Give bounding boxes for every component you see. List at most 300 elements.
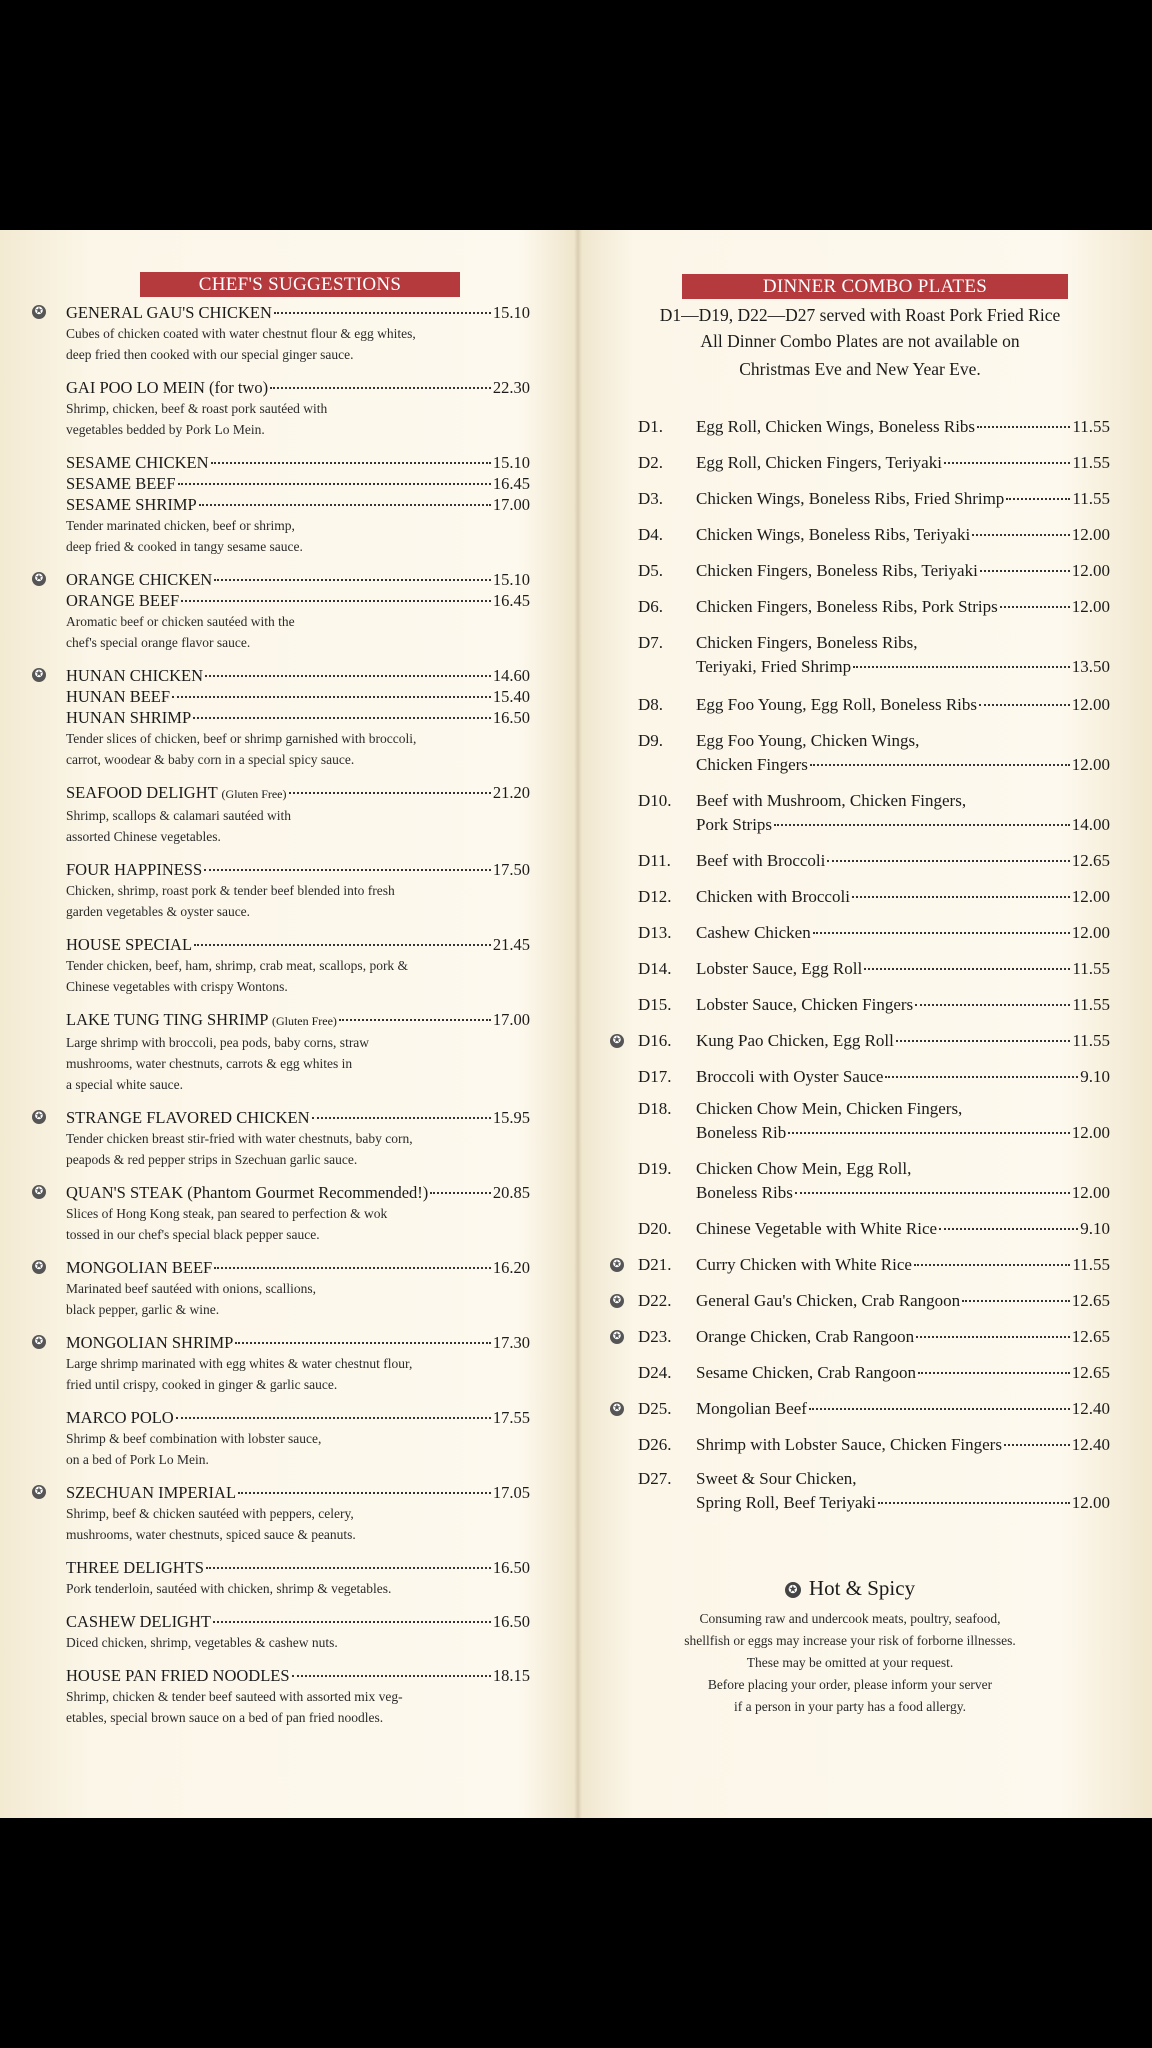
dish-name-text: SESAME BEEF bbox=[66, 474, 176, 493]
dot-leader bbox=[176, 1417, 491, 1419]
dish-description: Shrimp, chicken, beef & roast pork sautéed with bbox=[66, 401, 328, 416]
combo-line bbox=[696, 559, 1110, 583]
combo-item bbox=[610, 1097, 1110, 1145]
dot-leader bbox=[809, 1408, 1070, 1410]
menu-item bbox=[30, 782, 530, 847]
dish-name bbox=[66, 1611, 211, 1632]
dish-description: Tender marinated chicken, beef or shrimp, bbox=[66, 518, 295, 533]
combo-name: Lobster Sauce, Egg Roll bbox=[696, 959, 863, 978]
dot-leader bbox=[916, 1336, 1070, 1338]
dot-leader bbox=[979, 704, 1070, 706]
combo-body bbox=[696, 1433, 1110, 1457]
dot-leader bbox=[878, 1502, 1070, 1504]
combo-name: Broccoli with Oyster Sauce bbox=[696, 1067, 884, 1086]
combo-body bbox=[696, 921, 1110, 945]
combo-price: 11.55 bbox=[1072, 1255, 1110, 1274]
dish-description: Tender chicken, beef, ham, shrimp, crab meat, scallops, pork & bbox=[66, 958, 409, 973]
combo-name: Cashew Chicken bbox=[696, 923, 811, 942]
combo-price: 11.55 bbox=[1072, 1031, 1110, 1050]
combo-intro-line: D1—D19, D22—D27 served with Roast Pork Fried Rice bbox=[659, 305, 1061, 325]
menu-item bbox=[30, 1611, 530, 1653]
combo-line bbox=[696, 849, 1110, 873]
combo-code: D2. bbox=[638, 453, 664, 472]
dish-name bbox=[66, 377, 268, 398]
combo-code: D13. bbox=[638, 923, 672, 942]
combo-line bbox=[696, 1361, 1110, 1385]
combo-code: D26. bbox=[638, 1435, 672, 1454]
combo-price: 14.00 bbox=[1071, 815, 1110, 834]
dish-price: 16.50 bbox=[492, 708, 530, 727]
combo-body bbox=[696, 487, 1110, 511]
combo-body bbox=[696, 993, 1110, 1017]
combo-code: D1. bbox=[638, 417, 664, 436]
dot-leader bbox=[289, 792, 491, 794]
dot-leader bbox=[238, 1492, 491, 1494]
dot-leader bbox=[193, 717, 491, 719]
dish-name bbox=[66, 1009, 337, 1032]
combo-code: D6. bbox=[638, 597, 664, 616]
dish-description: fried until crispy, cooked in ginger & garlic sauce. bbox=[66, 1377, 338, 1392]
dish-line bbox=[66, 1407, 530, 1428]
combo-item bbox=[610, 1433, 1110, 1457]
dot-leader bbox=[205, 675, 491, 677]
dish-name-text: HOUSE PAN FRIED NOODLES bbox=[66, 1666, 290, 1685]
dot-leader bbox=[339, 1019, 491, 1021]
dish-price: 15.95 bbox=[492, 1108, 530, 1127]
dish-description: Shrimp, scallops & calamari sautéed with bbox=[66, 808, 291, 823]
dot-leader bbox=[206, 1567, 491, 1569]
dish-description: Slices of Hong Kong steak, pan seared to perfection & wok bbox=[66, 1206, 388, 1221]
dish-description: black pepper, garlic & wine. bbox=[66, 1302, 220, 1317]
dish-line bbox=[66, 1332, 530, 1353]
combo-body bbox=[696, 1253, 1110, 1277]
combo-body bbox=[696, 1065, 1110, 1089]
dish-price: 18.15 bbox=[492, 1666, 530, 1685]
combo-line: Egg Foo Young, Chicken Wings, bbox=[696, 731, 920, 750]
dish-line bbox=[66, 1009, 530, 1032]
menu-item bbox=[30, 1332, 530, 1395]
dish-line bbox=[66, 1557, 530, 1578]
combo-intro bbox=[620, 302, 1100, 382]
menu-item bbox=[30, 1107, 530, 1170]
combo-name: Kung Pao Chicken, Egg Roll bbox=[696, 1031, 894, 1050]
dot-leader bbox=[962, 1300, 1070, 1302]
dish-price: 15.10 bbox=[492, 303, 530, 322]
combo-body bbox=[696, 1361, 1110, 1385]
dot-leader bbox=[810, 764, 1070, 766]
dish-name-text: STRANGE FLAVORED CHICKEN bbox=[66, 1108, 310, 1127]
combo-code: D23. bbox=[638, 1327, 672, 1346]
spicy-star-icon: ✪ bbox=[32, 1185, 46, 1199]
dot-leader bbox=[312, 1117, 491, 1119]
dish-line bbox=[66, 1107, 530, 1128]
dot-leader bbox=[939, 1228, 1078, 1230]
dish-line bbox=[66, 590, 530, 611]
combo-name: Curry Chicken with White Rice bbox=[696, 1255, 912, 1274]
dish-description: Marinated beef sautéed with onions, scallions, bbox=[66, 1281, 317, 1296]
dish-description: assorted Chinese vegetables. bbox=[66, 829, 221, 844]
dish-price: 17.50 bbox=[492, 860, 530, 879]
dish-name bbox=[66, 707, 191, 728]
dot-leader bbox=[788, 1132, 1070, 1134]
dish-description: peapods & red pepper strips in Szechuan garlic sauce. bbox=[66, 1152, 358, 1167]
combo-price: 9.10 bbox=[1080, 1067, 1110, 1086]
dish-description: Shrimp, chicken & tender beef sauteed with assorted mix veg- bbox=[66, 1689, 403, 1704]
combo-code: D14. bbox=[638, 959, 672, 978]
combo-item bbox=[610, 849, 1110, 873]
dish-name bbox=[66, 452, 209, 473]
combo-line bbox=[696, 1253, 1110, 1277]
dish-name bbox=[66, 859, 202, 880]
spicy-star-icon: ✪ bbox=[32, 1260, 46, 1274]
spicy-star-icon: ✪ bbox=[32, 668, 46, 682]
combo-name: Spring Roll, Beef Teriyaki bbox=[696, 1493, 876, 1512]
combo-body bbox=[696, 415, 1110, 439]
dish-name bbox=[66, 473, 176, 494]
combo-name: Mongolian Beef bbox=[696, 1399, 807, 1418]
dish-line bbox=[66, 473, 530, 494]
dish-description: chef's special orange flavor sauce. bbox=[66, 635, 251, 650]
combo-item bbox=[610, 595, 1110, 619]
combo-item bbox=[610, 559, 1110, 583]
dish-description: Pork tenderloin, sautéed with chicken, shrimp & vegetables. bbox=[66, 1581, 392, 1596]
dish-name-text: ORANGE BEEF bbox=[66, 591, 180, 610]
combo-line bbox=[696, 813, 1110, 837]
combo-line: Chicken Chow Mein, Egg Roll, bbox=[696, 1159, 912, 1178]
dot-leader bbox=[972, 534, 1070, 536]
dish-description: Aromatic beef or chicken sautéed with the bbox=[66, 614, 295, 629]
dish-description: etables, special brown sauce on a bed of pan fried noodles. bbox=[66, 1710, 384, 1725]
dish-price: 16.45 bbox=[492, 474, 530, 493]
combo-item bbox=[610, 1361, 1110, 1385]
dish-description: Diced chicken, shrimp, vegetables & cashew nuts. bbox=[66, 1635, 338, 1650]
dish-price: 17.05 bbox=[492, 1483, 530, 1502]
dish-price: 16.50 bbox=[492, 1612, 530, 1631]
combo-line: Chicken Fingers, Boneless Ribs, bbox=[696, 633, 918, 652]
combo-price: 12.65 bbox=[1071, 851, 1110, 870]
allergy-notice-line: if a person in your party has a food allergy. bbox=[733, 1699, 967, 1714]
dish-price: 16.45 bbox=[492, 591, 530, 610]
combo-body bbox=[696, 595, 1110, 619]
dish-line bbox=[66, 452, 530, 473]
dish-line bbox=[66, 934, 530, 955]
menu-item bbox=[30, 1482, 530, 1545]
combo-line bbox=[696, 885, 1110, 909]
spicy-star-icon: ✪ bbox=[610, 1402, 624, 1416]
combo-line bbox=[696, 1397, 1110, 1421]
dish-name-text: ORANGE CHICKEN bbox=[66, 570, 213, 589]
dish-line bbox=[66, 377, 530, 398]
dot-leader bbox=[1006, 498, 1070, 500]
spicy-star-icon: ✪ bbox=[32, 1335, 46, 1349]
dinner-combo-banner: DINNER COMBO PLATES bbox=[682, 274, 1068, 299]
dish-name bbox=[66, 1407, 174, 1428]
dish-name bbox=[66, 1182, 428, 1203]
combo-line bbox=[696, 1121, 1110, 1145]
dot-leader bbox=[774, 824, 1070, 826]
combo-item bbox=[610, 631, 1110, 679]
combo-item bbox=[610, 885, 1110, 909]
combo-price: 12.00 bbox=[1071, 597, 1110, 616]
combo-code: D9. bbox=[638, 731, 664, 750]
combo-line bbox=[696, 1433, 1110, 1457]
dish-description: tossed in our chef's special black pepper sauce. bbox=[66, 1227, 320, 1242]
combo-code: D21. bbox=[638, 1255, 672, 1274]
dot-leader bbox=[235, 1342, 491, 1344]
dot-leader bbox=[213, 1621, 491, 1623]
combo-name: Shrimp with Lobster Sauce, Chicken Fingers bbox=[696, 1435, 1002, 1454]
dish-name bbox=[66, 1107, 310, 1128]
dish-price: 21.20 bbox=[492, 783, 530, 802]
combo-name: Chicken Fingers, Boneless Ribs, Teriyaki bbox=[696, 561, 978, 580]
combo-line bbox=[696, 1325, 1110, 1349]
dot-leader bbox=[864, 968, 1070, 970]
dish-description: Chinese vegetables with crispy Wontons. bbox=[66, 979, 288, 994]
combo-line bbox=[696, 921, 1110, 945]
dot-leader bbox=[1004, 1444, 1070, 1446]
combo-name: Boneless Ribs bbox=[696, 1183, 793, 1202]
dish-name-text: HUNAN SHRIMP bbox=[66, 708, 192, 727]
combo-item bbox=[610, 1157, 1110, 1205]
combo-code: D19. bbox=[638, 1159, 672, 1178]
dish-name-text: SESAME CHICKEN bbox=[66, 453, 209, 472]
combo-body bbox=[696, 451, 1110, 475]
combo-code: D7. bbox=[638, 633, 664, 652]
combo-body bbox=[696, 1157, 1110, 1205]
combo-body bbox=[696, 789, 1110, 837]
dish-description: Cubes of chicken coated with water chestnut flour & egg whites, bbox=[66, 326, 416, 341]
dish-note: (Gluten Free) bbox=[221, 787, 287, 801]
combo-price: 11.55 bbox=[1072, 417, 1110, 436]
dish-line bbox=[66, 707, 530, 728]
combo-name: Chinese Vegetable with White Rice bbox=[696, 1219, 938, 1238]
dish-name bbox=[66, 494, 197, 515]
dish-name-text: MONGOLIAN BEEF bbox=[66, 1258, 213, 1277]
combo-code: D17. bbox=[638, 1067, 672, 1086]
combo-name: Lobster Sauce, Chicken Fingers bbox=[696, 995, 914, 1014]
combo-price: 12.40 bbox=[1071, 1435, 1110, 1454]
combo-item bbox=[610, 1065, 1110, 1089]
combo-code: D15. bbox=[638, 995, 672, 1014]
combo-price: 12.65 bbox=[1071, 1291, 1110, 1310]
combo-price: 12.00 bbox=[1071, 695, 1110, 714]
dish-description: Shrimp, beef & chicken sautéed with peppers, celery, bbox=[66, 1506, 354, 1521]
combo-body bbox=[696, 885, 1110, 909]
dish-description: Chicken, shrimp, roast pork & tender beef blended into fresh bbox=[66, 883, 395, 898]
combo-code: D12. bbox=[638, 887, 672, 906]
combo-body bbox=[696, 1397, 1110, 1421]
dot-leader bbox=[204, 869, 491, 871]
combo-line bbox=[696, 415, 1110, 439]
dish-name-text: MARCO POLO bbox=[66, 1408, 174, 1427]
dot-leader bbox=[914, 1264, 1070, 1266]
dish-description: vegetables bedded by Pork Lo Mein. bbox=[66, 422, 265, 437]
dish-line bbox=[66, 1182, 530, 1203]
combo-name: General Gau's Chicken, Crab Rangoon bbox=[696, 1291, 961, 1310]
dish-name bbox=[66, 569, 212, 590]
dot-leader bbox=[795, 1192, 1070, 1194]
combo-line: Beef with Mushroom, Chicken Fingers, bbox=[696, 791, 967, 810]
dish-name-text: MONGOLIAN SHRIMP bbox=[66, 1333, 234, 1352]
combo-price: 11.55 bbox=[1072, 453, 1110, 472]
combo-name: Chicken with Broccoli bbox=[696, 887, 850, 906]
combo-price: 12.40 bbox=[1071, 1399, 1110, 1418]
combo-body bbox=[696, 1289, 1110, 1313]
dish-line bbox=[66, 665, 530, 686]
spicy-star-icon: ✪ bbox=[32, 572, 46, 586]
dish-note: (Gluten Free) bbox=[271, 1014, 337, 1028]
dish-price: 16.50 bbox=[492, 1558, 530, 1577]
dot-leader bbox=[194, 944, 491, 946]
combo-line: Sweet & Sour Chicken, bbox=[696, 1469, 857, 1488]
combo-line bbox=[696, 753, 1110, 777]
combo-code: D11. bbox=[638, 851, 671, 870]
combo-price: 12.00 bbox=[1071, 561, 1110, 580]
dish-name bbox=[66, 1665, 290, 1686]
combo-line bbox=[696, 1029, 1110, 1053]
dot-leader bbox=[1000, 606, 1070, 608]
combo-price: 13.50 bbox=[1071, 657, 1110, 676]
combo-price: 12.00 bbox=[1071, 1183, 1110, 1202]
dish-name-text: GENERAL GAU'S CHICKEN bbox=[66, 303, 272, 322]
dish-name-text: SEAFOOD DELIGHT bbox=[66, 783, 218, 802]
dot-leader bbox=[918, 1372, 1070, 1374]
dish-name-text: LAKE TUNG TING SHRIMP bbox=[66, 1010, 268, 1029]
dish-line bbox=[66, 1665, 530, 1686]
dish-description: a special white sauce. bbox=[66, 1077, 183, 1092]
menu-item bbox=[30, 859, 530, 922]
dish-price: 16.20 bbox=[492, 1258, 530, 1277]
dish-price: 15.10 bbox=[492, 570, 530, 589]
dish-price: 17.55 bbox=[492, 1408, 530, 1427]
combo-name: Pork Strips bbox=[696, 815, 773, 834]
dot-leader bbox=[813, 932, 1070, 934]
combo-price: 12.00 bbox=[1071, 755, 1110, 774]
dish-name bbox=[66, 686, 170, 707]
combo-code: D18. bbox=[638, 1099, 672, 1118]
dish-price: 17.30 bbox=[492, 1333, 530, 1352]
combo-code: D3. bbox=[638, 489, 664, 508]
dot-leader bbox=[827, 860, 1069, 862]
combo-code: D27. bbox=[638, 1469, 672, 1488]
dish-price: 22.30 bbox=[492, 378, 530, 397]
dish-name bbox=[66, 665, 203, 686]
menu-item bbox=[30, 377, 530, 440]
combo-price: 12.00 bbox=[1071, 923, 1110, 942]
allergy-notice-line: Before placing your order, please inform your server bbox=[707, 1677, 993, 1692]
combo-item bbox=[610, 957, 1110, 981]
dot-leader bbox=[980, 570, 1070, 572]
dish-description: mushrooms, water chestnuts, carrots & egg whites in bbox=[66, 1056, 353, 1071]
combo-code: D16. bbox=[638, 1031, 672, 1050]
dot-leader bbox=[199, 504, 491, 506]
spicy-star-icon: ✪ bbox=[785, 1582, 801, 1598]
dot-leader bbox=[178, 483, 491, 485]
combo-item bbox=[610, 487, 1110, 511]
dot-leader bbox=[292, 1675, 491, 1677]
legend-title: Hot & Spicy bbox=[808, 1576, 916, 1600]
dish-name bbox=[66, 1257, 212, 1278]
combo-line bbox=[696, 957, 1110, 981]
dot-leader bbox=[214, 579, 491, 581]
combo-item bbox=[610, 993, 1110, 1017]
dish-price: 20.85 bbox=[492, 1183, 530, 1202]
dot-leader bbox=[853, 666, 1070, 668]
combo-item bbox=[610, 789, 1110, 837]
dish-line bbox=[66, 569, 530, 590]
combo-body bbox=[696, 1467, 1110, 1515]
combo-code: D10. bbox=[638, 791, 672, 810]
combo-line bbox=[696, 1289, 1110, 1313]
combo-line bbox=[696, 595, 1110, 619]
spicy-legend bbox=[680, 1574, 1020, 1718]
dish-name bbox=[66, 782, 287, 805]
combo-code: D8. bbox=[638, 695, 664, 714]
combo-body bbox=[696, 631, 1110, 679]
combo-price: 12.00 bbox=[1071, 1123, 1110, 1142]
combo-item bbox=[610, 1467, 1110, 1515]
combo-item bbox=[610, 523, 1110, 547]
combo-item bbox=[610, 1217, 1110, 1241]
dish-line bbox=[66, 1257, 530, 1278]
combo-line bbox=[696, 693, 1110, 717]
combo-body bbox=[696, 523, 1110, 547]
dish-description: deep fried & cooked in tangy sesame sauce. bbox=[66, 539, 303, 554]
combo-price: 11.55 bbox=[1072, 959, 1110, 978]
dish-name-text: GAI POO LO MEIN (for two) bbox=[66, 378, 269, 397]
dot-leader bbox=[852, 896, 1070, 898]
spicy-star-icon: ✪ bbox=[32, 1485, 46, 1499]
dot-leader bbox=[977, 426, 1070, 428]
dish-line bbox=[66, 686, 530, 707]
dot-leader bbox=[274, 312, 491, 314]
dish-line bbox=[66, 859, 530, 880]
allergy-notice bbox=[680, 1608, 1020, 1718]
dish-line bbox=[66, 782, 530, 805]
dish-name-text: SESAME SHRIMP bbox=[66, 495, 197, 514]
combo-item bbox=[610, 1029, 1110, 1053]
combo-line bbox=[696, 1065, 1110, 1089]
dot-leader bbox=[885, 1076, 1078, 1078]
combo-body bbox=[696, 1325, 1110, 1349]
combo-name: Egg Foo Young, Egg Roll, Boneless Ribs bbox=[696, 695, 978, 714]
dish-price: 17.00 bbox=[492, 495, 530, 514]
combo-item bbox=[610, 729, 1110, 777]
menu-item bbox=[30, 1407, 530, 1470]
menu-item bbox=[30, 302, 530, 365]
dish-line bbox=[66, 494, 530, 515]
menu-item bbox=[30, 1257, 530, 1320]
dot-leader bbox=[211, 462, 491, 464]
menu-item bbox=[30, 1557, 530, 1599]
dish-name bbox=[66, 1482, 236, 1503]
combo-line bbox=[696, 451, 1110, 475]
combo-line bbox=[696, 1217, 1110, 1241]
dish-price: 21.45 bbox=[492, 935, 530, 954]
combo-body bbox=[696, 693, 1110, 717]
allergy-notice-line: Consuming raw and undercook meats, poultry, seafood, bbox=[699, 1611, 1001, 1626]
combo-name: Chicken Wings, Boneless Ribs, Teriyaki bbox=[696, 525, 971, 544]
combo-body bbox=[696, 1029, 1110, 1053]
dish-description: deep fried then cooked with our special ginger sauce. bbox=[66, 347, 354, 362]
combo-body bbox=[696, 559, 1110, 583]
combo-price: 11.55 bbox=[1072, 489, 1110, 508]
combo-name: Egg Roll, Chicken Wings, Boneless Ribs bbox=[696, 417, 976, 436]
chefs-suggestions-list bbox=[30, 302, 530, 1740]
dish-name-text: QUAN'S STEAK (Phantom Gourmet Recommended!) bbox=[66, 1183, 429, 1202]
allergy-notice-line: shellfish or eggs may increase your risk of forborne illnesses. bbox=[684, 1633, 1016, 1648]
dish-name-text: HUNAN BEEF bbox=[66, 687, 171, 706]
